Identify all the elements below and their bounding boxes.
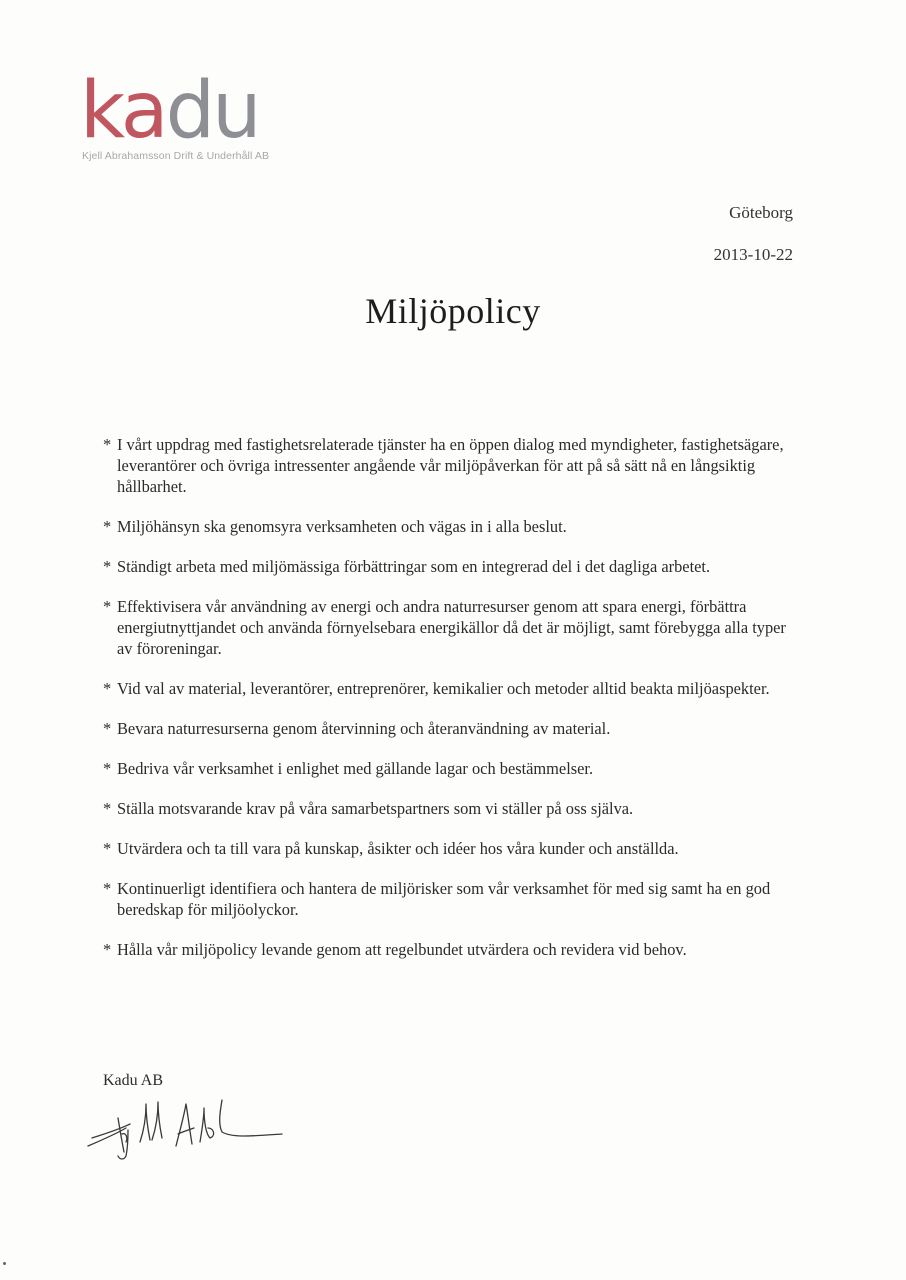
letter-date: 2013-10-22 — [713, 245, 793, 264]
policy-item — [103, 516, 803, 537]
bullet-marker: * — [103, 557, 112, 576]
policy-item-text: Bedriva vår verksamhet i enlighet med gällande lagar och bestämmelser. — [117, 759, 594, 778]
policy-item — [103, 798, 803, 819]
policy-item — [103, 556, 803, 577]
policy-item — [103, 434, 803, 497]
policy-item — [103, 939, 803, 960]
bullet-marker: * — [103, 517, 112, 536]
policy-item-text: Utvärdera och ta till vara på kunskap, åsikter och idéer hos våra kunder och anställda. — [117, 839, 679, 858]
bullet-marker: * — [103, 839, 112, 858]
policy-item-text: Vid val av material, leverantörer, entreprenörer, kemikalier och metoder alltid beakta miljöaspekter. — [117, 679, 770, 698]
logo-wordmark-part2: du — [165, 66, 259, 156]
policy-item — [103, 718, 803, 739]
policy-item-text: Effektivisera vår användning av energi och andra naturresurser genom att spara energi, förbättra energiutnyttjandet och använda förnyelsebara energikällor då det är möjligt, samt förebygga alla typer av föroreningar. — [117, 597, 786, 658]
bullet-marker: * — [103, 940, 112, 959]
policy-item-text: Miljöhänsyn ska genomsyra verksamheten och vägas in i alla beslut. — [117, 517, 567, 536]
bullet-marker: * — [103, 759, 112, 778]
bullet-marker: * — [103, 719, 112, 738]
policy-item-text: Ställa motsvarande krav på våra samarbetspartners som vi ställer på oss själva. — [117, 799, 634, 818]
policy-item — [103, 838, 803, 859]
policy-list — [103, 434, 803, 979]
policy-item-text: Ständigt arbeta med miljömässiga förbättringar som en integrerad del i det dagliga arbetet. — [117, 557, 711, 576]
scan-edge-mark — [3, 1262, 6, 1265]
bullet-marker: * — [103, 597, 112, 616]
bullet-marker: * — [103, 879, 112, 898]
document-title: Miljöpolicy — [365, 291, 541, 331]
signature-company: Kadu AB — [103, 1072, 163, 1089]
policy-item — [103, 678, 803, 699]
logo-wordmark — [80, 66, 259, 156]
policy-item-text: I vårt uppdrag med fastighetsrelaterade tjänster ha en öppen dialog med myndigheter, fastighetsägare, leverantörer och övriga intressenter angående vår miljöpåverkan för att på så sätt nå en långsiktig hållbarhet. — [117, 435, 784, 496]
policy-item-text: Bevara naturresurserna genom återvinning och återanvändning av material. — [117, 719, 611, 738]
bullet-marker: * — [103, 799, 112, 818]
logo-tagline: Kjell Abrahamsson Drift & Underhåll AB — [82, 150, 270, 162]
handwritten-signature — [82, 1082, 292, 1162]
company-logo — [80, 66, 300, 172]
letter-place: Göteborg — [729, 203, 793, 222]
policy-item — [103, 758, 803, 779]
bullet-marker: * — [103, 679, 112, 698]
policy-item-text: Kontinuerligt identifiera och hantera de miljörisker som vår verksamhet för med sig samt ha en god beredskap för miljöolyckor. — [117, 879, 771, 919]
policy-item — [103, 878, 803, 920]
logo-wordmark-part1: ka — [80, 66, 166, 156]
bullet-marker: * — [103, 435, 112, 454]
policy-item-text: Hålla vår miljöpolicy levande genom att regelbundet utvärdera och revidera vid behov. — [117, 940, 687, 959]
policy-item — [103, 596, 803, 659]
